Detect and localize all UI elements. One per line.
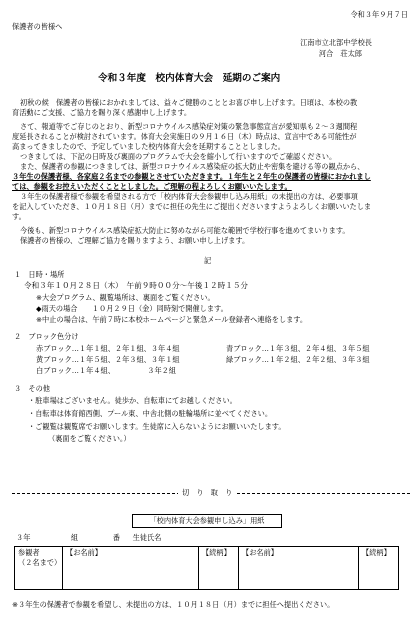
name-field-2[interactable] — [239, 547, 359, 590]
attendee-label: 参観者 — [18, 548, 40, 557]
body-line: また、保護者の参観につきましては、新型コロナウイルス感染症の拡大防止や密集を避ける等の観点から、 — [20, 162, 365, 171]
attendee-limit: （２名まで） — [18, 558, 62, 568]
body-line: ３年生の保護者様で参観を希望される方で「校内体育大会参観申し込み用紙」の未提出の方は、必要事項 — [20, 192, 358, 201]
block-classes: １年２組、２年２組、３年３組 — [268, 355, 370, 364]
section-heading: １ 日時・場所 — [14, 270, 65, 279]
relation-field-1[interactable] — [199, 547, 239, 590]
form-title: 「校内体育大会参観申し込み」用紙 — [132, 514, 282, 528]
block-name: 赤ブロック… — [36, 344, 79, 353]
block-name: 緑ブロック… — [226, 355, 269, 364]
name-label: 【お名前】 — [242, 548, 278, 557]
body-line: す。 — [12, 212, 26, 221]
block-name: 白ブロック… — [36, 366, 79, 375]
body-line: 高まってきましたので、予定していました校内体育大会を延期することとしました。 — [12, 142, 285, 151]
student-name-label: 生徒氏名 — [132, 533, 162, 542]
relation-label: 【続柄】 — [362, 548, 391, 557]
block-row — [226, 355, 370, 365]
body-line-emphasis: ３年生の保護者様、各家庭２名までの参観とさせていただきます。１年生と２年生の保護者の皆様におかれまし — [12, 172, 371, 181]
relation-field-2[interactable] — [359, 547, 399, 590]
block-classes: １年３組、２年４組、３年５組 — [268, 344, 370, 353]
section1-note: ◆雨天の場合 １０月２９日（金）同時刻で開催します。 — [36, 304, 228, 313]
block-row — [36, 355, 180, 365]
recipient: 保護者の皆様へ — [12, 22, 63, 31]
other-item: ・駐車場はございません。徒歩か、自転車にてお越しください。 — [28, 396, 237, 405]
body-line: 初秋の候 保護者の皆様におかれましては、益々ご健勝のこととお喜び申し上げます。日頃は、本校の教 — [20, 98, 358, 107]
ki-label: 記 — [204, 256, 212, 265]
body-line: を記入していただき、１０月１８日（月）までに担任の先生にご提出くださいますようよろしくお願いいたしま — [12, 202, 372, 211]
body-line: 度延長されることが検討されています。体育大会実施日の９月１６日（木）時点は、宣言中である可能性が — [12, 132, 357, 141]
section1-note: ※中止の場合は、午前７時に本校ホームページと緊急メール登録者へ連絡をします。 — [36, 315, 308, 324]
block-classes: １年５組、２年３組、３年１組 — [78, 355, 180, 364]
attendee-label-cell — [15, 547, 63, 590]
cut-label: 切 り 取 り — [178, 488, 236, 498]
body-line: 今後も、新型コロナウイルス感染症拡大防止に努めながら可能な範囲で学校行事を進めてまいります。 — [20, 226, 350, 235]
student-line — [16, 533, 161, 543]
sender-school: 江南市立北部中学校長 — [300, 38, 372, 47]
section1-note: ※大会プログラム、観覧場所は、裏面をご覧ください。 — [36, 293, 215, 302]
body-line — [12, 182, 292, 192]
name-label: 【お名前】 — [66, 548, 102, 557]
body-line: さて、報道等でご存じのとおり、新型コロナウイルス感染症対策の緊急事態宣言が愛知県も２〜３週間程 — [20, 122, 358, 131]
footnote: ※３年生の保護者で参観を希望し、未提出の方は、１０月１８日（月）までに担任へ提出ください。 — [12, 600, 335, 609]
body-line: つきましては、下記の日時及び裏面のプログラムで大会を縮小して行いますのでご確認ください。 — [20, 152, 337, 161]
grade-label: ３年 — [16, 533, 31, 542]
relation-label: 【続柄】 — [202, 548, 231, 557]
block-name: 黄ブロック… — [36, 355, 79, 364]
section-heading: ３ その他 — [14, 384, 50, 393]
body-line: 育活動にご支援、ご協力を賜り深く感謝申し上げます。 — [12, 108, 192, 117]
other-item: （裏面をご覧ください。） — [48, 434, 131, 443]
document-title: 令和３年度 校内体育大会 延期のご案内 — [98, 73, 281, 84]
other-item: ・ご観覧は観覧席でお願いします。生徒席に入らないようにお願いいたします。 — [28, 422, 286, 431]
block-classes: １年１組、２年１組、３年４組 — [78, 344, 180, 353]
block-classes: １年４組、 ３年２組 — [78, 366, 177, 375]
block-row — [36, 344, 180, 354]
application-form-table — [14, 546, 399, 590]
block-row — [36, 366, 176, 376]
section-heading: ２ ブロック色分け — [14, 332, 79, 341]
event-datetime: 令和３年１０月２８日（木） 午前９時００分〜午後１２時１５分 — [24, 281, 249, 290]
number-label: 番 — [112, 533, 120, 542]
block-name: 青ブロック… — [226, 344, 269, 353]
issue-date: 令和３年９月７日 — [350, 10, 408, 19]
other-item: ・自転車は体育館西側、プール東、中舎北側の駐輪場所に並べてください。 — [28, 409, 273, 418]
body-emphasis: ては、参観をお控えいただくこととしました。ご理解の程よろしくお願いいたします。 — [12, 182, 292, 191]
class-label: 組 — [70, 533, 79, 542]
body-line: 保護者の皆様の、ご理解ご協力を賜りますよう、お願い申し上げます。 — [20, 236, 250, 245]
sender-principal: 河合 荘太郎 — [318, 49, 362, 58]
block-row — [226, 344, 370, 354]
name-field-1[interactable] — [63, 547, 199, 590]
